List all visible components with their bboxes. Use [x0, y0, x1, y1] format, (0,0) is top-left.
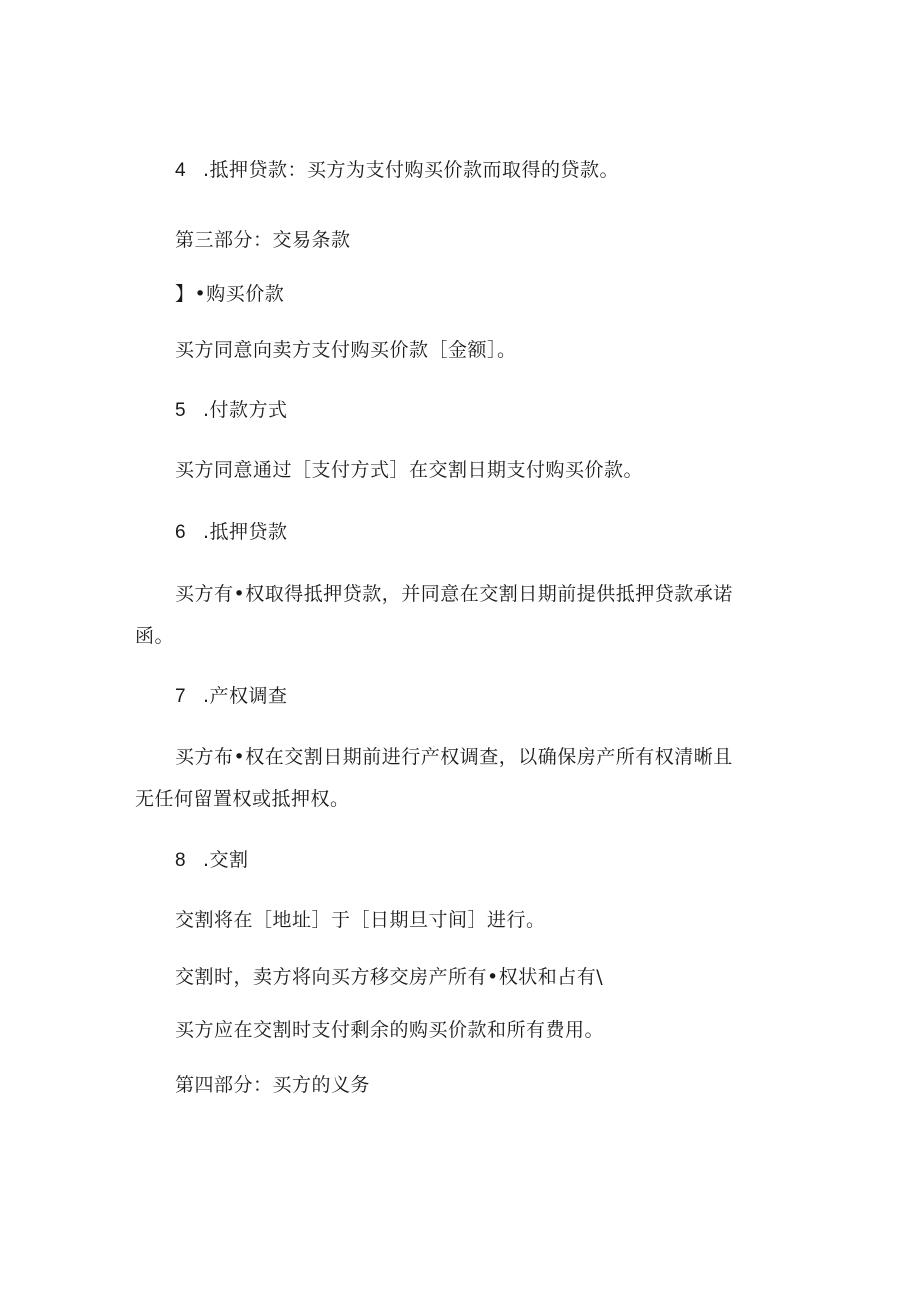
purchase-price-heading: 】•购买价款	[175, 283, 285, 305]
item-number: 6	[175, 522, 187, 543]
item-8-heading	[175, 848, 249, 873]
item-7-heading	[175, 684, 288, 709]
purchase-price-paragraph: 买方同意向卖方支付购买价款［金额］。	[175, 339, 517, 361]
part-4-heading: 第四部分：买方的义务	[175, 1074, 371, 1096]
item-number: 8	[175, 850, 187, 871]
title-search-paragraph-line-1: 买方布•权在交割日期前进行产权调查，以确保房产所有权清晰且	[175, 746, 733, 768]
mortgage-paragraph-line-1: 买方有•权取得抵押贷款，并同意在交割日期前提供抵押贷款承诺	[175, 583, 733, 605]
closing-paragraph-2: 交割时，卖方将向买方移交房产所有•权状和占有\	[175, 966, 604, 988]
item-number: 5	[175, 400, 187, 421]
title-search-paragraph-line-2: 无任何留置权或抵押权。	[135, 788, 350, 810]
item-6-heading	[175, 520, 288, 545]
item-text: .抵押贷款	[203, 521, 288, 543]
part-3-heading: 第三部分：交易条款	[175, 229, 351, 251]
item-number: 7	[175, 686, 187, 707]
item-text: .付款方式	[203, 399, 288, 421]
item-text: .抵押贷款：买方为支付购买价款而取得的贷款。	[203, 159, 620, 181]
mortgage-paragraph-line-2: 函。	[135, 625, 175, 647]
item-5-heading	[175, 398, 288, 423]
item-text: .交割	[203, 849, 249, 871]
payment-method-paragraph: 买方同意通过［支付方式］在交割日期支付购买价款。	[175, 459, 644, 481]
item-text: .产权调查	[203, 685, 288, 707]
item-4-definition	[175, 158, 619, 183]
closing-paragraph-3: 买方应在交割时支付剩余的购买价款和所有费用。	[175, 1019, 605, 1041]
item-number: 4	[175, 160, 187, 181]
closing-paragraph-1: 交割将在［地址］于［日期旦寸间］进行。	[175, 909, 546, 931]
